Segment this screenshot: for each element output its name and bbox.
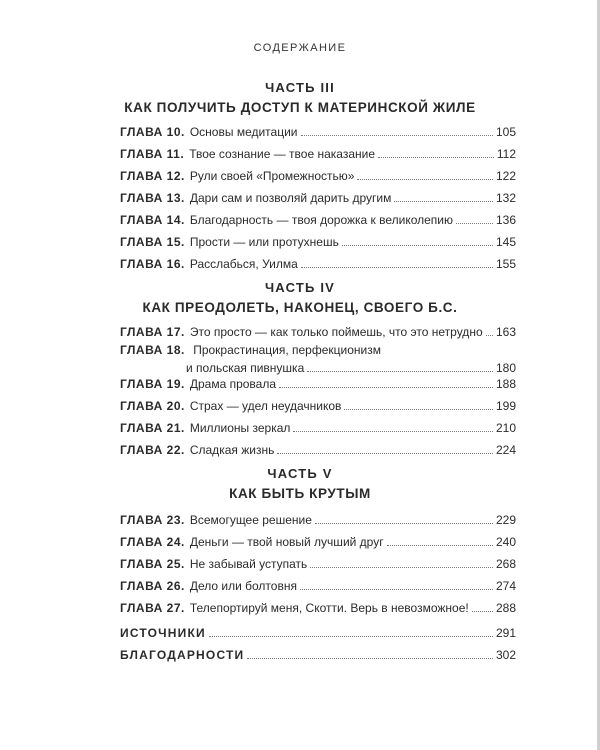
toc-entry-ch11[interactable]	[120, 144, 516, 164]
chapter-title: Деньги — твой новый лучший друг	[189, 535, 384, 549]
page-number: 122	[495, 169, 516, 183]
chapter-title: Расслабься, Уилма	[189, 257, 298, 271]
chapter-title: Страх — удел неудачников	[189, 399, 342, 413]
page-number: 132	[495, 191, 516, 205]
chapter-title: Дари сам и позволяй дарить другим	[189, 191, 392, 205]
page-number: 188	[495, 377, 516, 391]
page-number: 180	[495, 361, 516, 375]
dot-leader	[394, 201, 493, 202]
chapter-title: Сладкая жизнь	[189, 443, 275, 457]
chapter-number: ГЛАВА 15.	[120, 235, 185, 249]
dot-leader	[456, 223, 493, 224]
chapter-title: Дело или болтовня	[189, 579, 297, 593]
dot-leader	[310, 567, 493, 568]
toc-entry-ch22[interactable]	[120, 440, 516, 460]
toc-entry-ch19[interactable]	[120, 374, 516, 394]
chapter-number: ГЛАВА 21.	[120, 421, 185, 435]
chapter-title: Прости — или протухнешь	[189, 235, 339, 249]
dot-leader	[247, 658, 493, 659]
page-number: 199	[495, 399, 516, 413]
part-5-label: ЧАСТЬ V	[267, 466, 333, 481]
part-5-title: КАК БЫТЬ КРУТЫМ	[229, 486, 371, 501]
toc-entry-ch15[interactable]	[120, 232, 516, 252]
chapter-title: Прокрастинация, перфекционизм	[193, 343, 381, 357]
page-number: 229	[495, 513, 516, 527]
dot-leader	[293, 431, 493, 432]
page-number: 302	[495, 648, 516, 662]
dot-leader	[344, 409, 493, 410]
toc-entry-sources[interactable]	[120, 623, 516, 643]
toc-entry-ch21[interactable]	[120, 418, 516, 438]
dot-leader	[472, 611, 493, 612]
page-number: 155	[495, 257, 516, 271]
chapter-number: ГЛАВА 13.	[120, 191, 185, 205]
page-number: 136	[495, 213, 516, 227]
toc-entry-ch26[interactable]	[120, 576, 516, 596]
chapter-title: Основы медитации	[189, 125, 298, 139]
toc-entry-ch20[interactable]	[120, 396, 516, 416]
toc-entry-acknowledgements[interactable]	[120, 645, 516, 665]
chapter-number: ГЛАВА 18.	[120, 343, 185, 357]
toc-entry-ch14[interactable]	[120, 210, 516, 230]
dot-leader	[486, 335, 493, 336]
dot-leader	[279, 387, 493, 388]
chapter-title: Всемогущее решение	[189, 513, 312, 527]
dot-leader	[378, 157, 494, 158]
chapter-number: ГЛАВА 24.	[120, 535, 185, 549]
toc-entry-ch18[interactable]	[120, 341, 516, 377]
dot-leader	[300, 589, 493, 590]
part-3-label: ЧАСТЬ III	[265, 80, 335, 95]
chapter-number: ГЛАВА 22.	[120, 443, 185, 457]
page-number: 224	[495, 443, 516, 457]
page-number: 145	[495, 235, 516, 249]
chapter-title: Не забывай уступать	[189, 557, 308, 571]
chapter-title: Рули своей «Промежностью»	[189, 169, 355, 183]
toc-entry-ch27[interactable]	[120, 598, 516, 618]
page-number: 240	[495, 535, 516, 549]
chapter-title: Миллионы зеркал	[189, 421, 291, 435]
dot-leader	[301, 267, 493, 268]
dot-leader	[387, 545, 493, 546]
toc-entry-ch25[interactable]	[120, 554, 516, 574]
chapter-title: Благодарность — твоя дорожка к великолепию	[189, 213, 454, 227]
chapter-number: ГЛАВА 14.	[120, 213, 185, 227]
toc-entry-ch16[interactable]	[120, 254, 516, 274]
dot-leader	[301, 135, 493, 136]
chapter-title-line2: и польская пивнушка	[186, 361, 305, 375]
dot-leader	[315, 523, 493, 524]
chapter-title: Телепортируй меня, Скотти. Верь в невозможное!	[189, 601, 469, 615]
chapter-number: ГЛАВА 11.	[120, 147, 185, 161]
chapter-number: ГЛАВА 27.	[120, 601, 185, 615]
chapter-number: ГЛАВА 23.	[120, 513, 185, 527]
part-3-title: КАК ПОЛУЧИТЬ ДОСТУП К МАТЕРИНСКОЙ ЖИЛЕ	[124, 100, 476, 115]
page-number: 112	[496, 147, 516, 161]
page-number: 105	[495, 125, 516, 139]
page-number: 291	[495, 626, 516, 640]
chapter-number: ГЛАВА 16.	[120, 257, 185, 271]
page-number: 274	[495, 579, 516, 593]
chapter-number: ГЛАВА 20.	[120, 399, 185, 413]
dot-leader	[307, 371, 493, 372]
chapter-number: ГЛАВА 10.	[120, 125, 185, 139]
part-4-label: ЧАСТЬ IV	[264, 280, 336, 295]
chapter-number: ГЛАВА 26.	[120, 579, 185, 593]
dot-leader	[357, 179, 493, 180]
chapter-number: ГЛАВА 19.	[120, 377, 185, 391]
toc-entry-ch23[interactable]	[120, 510, 516, 530]
dot-leader	[342, 245, 493, 246]
chapter-number: ГЛАВА 12.	[120, 169, 185, 183]
page-number: 163	[495, 325, 516, 339]
section-title: БЛАГОДАРНОСТИ	[120, 648, 245, 662]
chapter-number: ГЛАВА 25.	[120, 557, 185, 571]
chapter-number: ГЛАВА 17.	[120, 325, 185, 339]
toc-entry-ch10[interactable]	[120, 122, 516, 142]
dot-leader	[277, 453, 493, 454]
section-title: ИСТОЧНИКИ	[120, 626, 206, 640]
page-number: 268	[495, 557, 516, 571]
chapter-title: Твое сознание — твое наказание	[189, 147, 376, 161]
chapter-title: Это просто — как только поймешь, что это нетрудно	[189, 325, 483, 339]
toc-entry-ch12[interactable]	[120, 166, 516, 186]
toc-entry-ch17[interactable]	[120, 322, 516, 342]
toc-entry-ch24[interactable]	[120, 532, 516, 552]
part-4-title: КАК ПРЕОДОЛЕТЬ, НАКОНЕЦ, СВОЕГО Б.С.	[142, 300, 458, 315]
toc-entry-ch13[interactable]	[120, 188, 516, 208]
chapter-title: Драма провала	[189, 377, 277, 391]
page-number: 210	[495, 421, 516, 435]
page-number: 288	[495, 601, 516, 615]
dot-leader	[209, 636, 493, 637]
running-head: СОДЕРЖАНИЕ	[253, 42, 347, 54]
